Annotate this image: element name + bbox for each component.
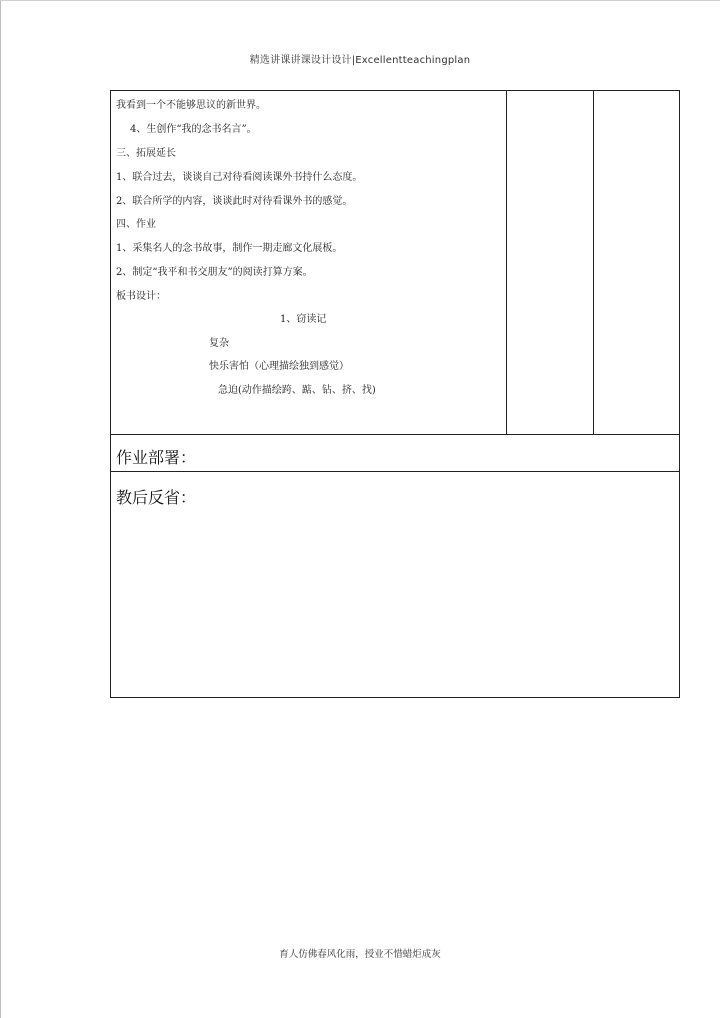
board-design-item-2: 快乐害怕（心理描绘独到感觉） (209, 361, 349, 372)
page-footer: 育人仿佛春风化雨，授业不惜蜡炬成灰 (279, 949, 441, 960)
board-design-item-1: 复杂 (209, 338, 229, 349)
row-divider-reflection (111, 471, 679, 472)
reflection-label: 教后反省： (116, 488, 197, 507)
page-edge-left (0, 0, 1, 1018)
column-divider-2 (593, 91, 594, 435)
homework-label: 作业部署： (116, 448, 197, 467)
content-line-1: 我看到一个不能够思议的新世界。 (116, 100, 266, 111)
content-line-7: 1、采集名人的念书故事，制作一期走廊文化展板。 (116, 243, 343, 254)
row-divider-homework (111, 434, 679, 435)
content-line-4: 1、联合过去，谈谈自己对待看阅读课外书持什么态度。 (116, 172, 363, 183)
content-line-5: 2、联合所学的内容，谈谈此时对待看课外书的感觉。 (116, 196, 353, 207)
page-edge-top (0, 0, 720, 1)
content-line-6: 四、作业 (116, 219, 156, 230)
board-design-title: 1、窃读记 (280, 314, 327, 325)
content-line-8: 2、制定“我平和书交朋友”的阅读打算方案。 (116, 267, 313, 278)
content-line-9: 板书设计： (116, 291, 166, 302)
content-line-3: 三、拓展延长 (116, 148, 176, 159)
lesson-plan-table (110, 90, 680, 698)
column-divider-1 (506, 91, 507, 435)
board-design-item-3: 急迫(动作描绘跨、踮、钻、挤、找) (218, 385, 376, 396)
content-line-2: 4、生创作“我的念书名言”。 (130, 124, 257, 135)
page-header: 精选讲课讲课设计设计|Excellentteachingplan (249, 55, 471, 66)
